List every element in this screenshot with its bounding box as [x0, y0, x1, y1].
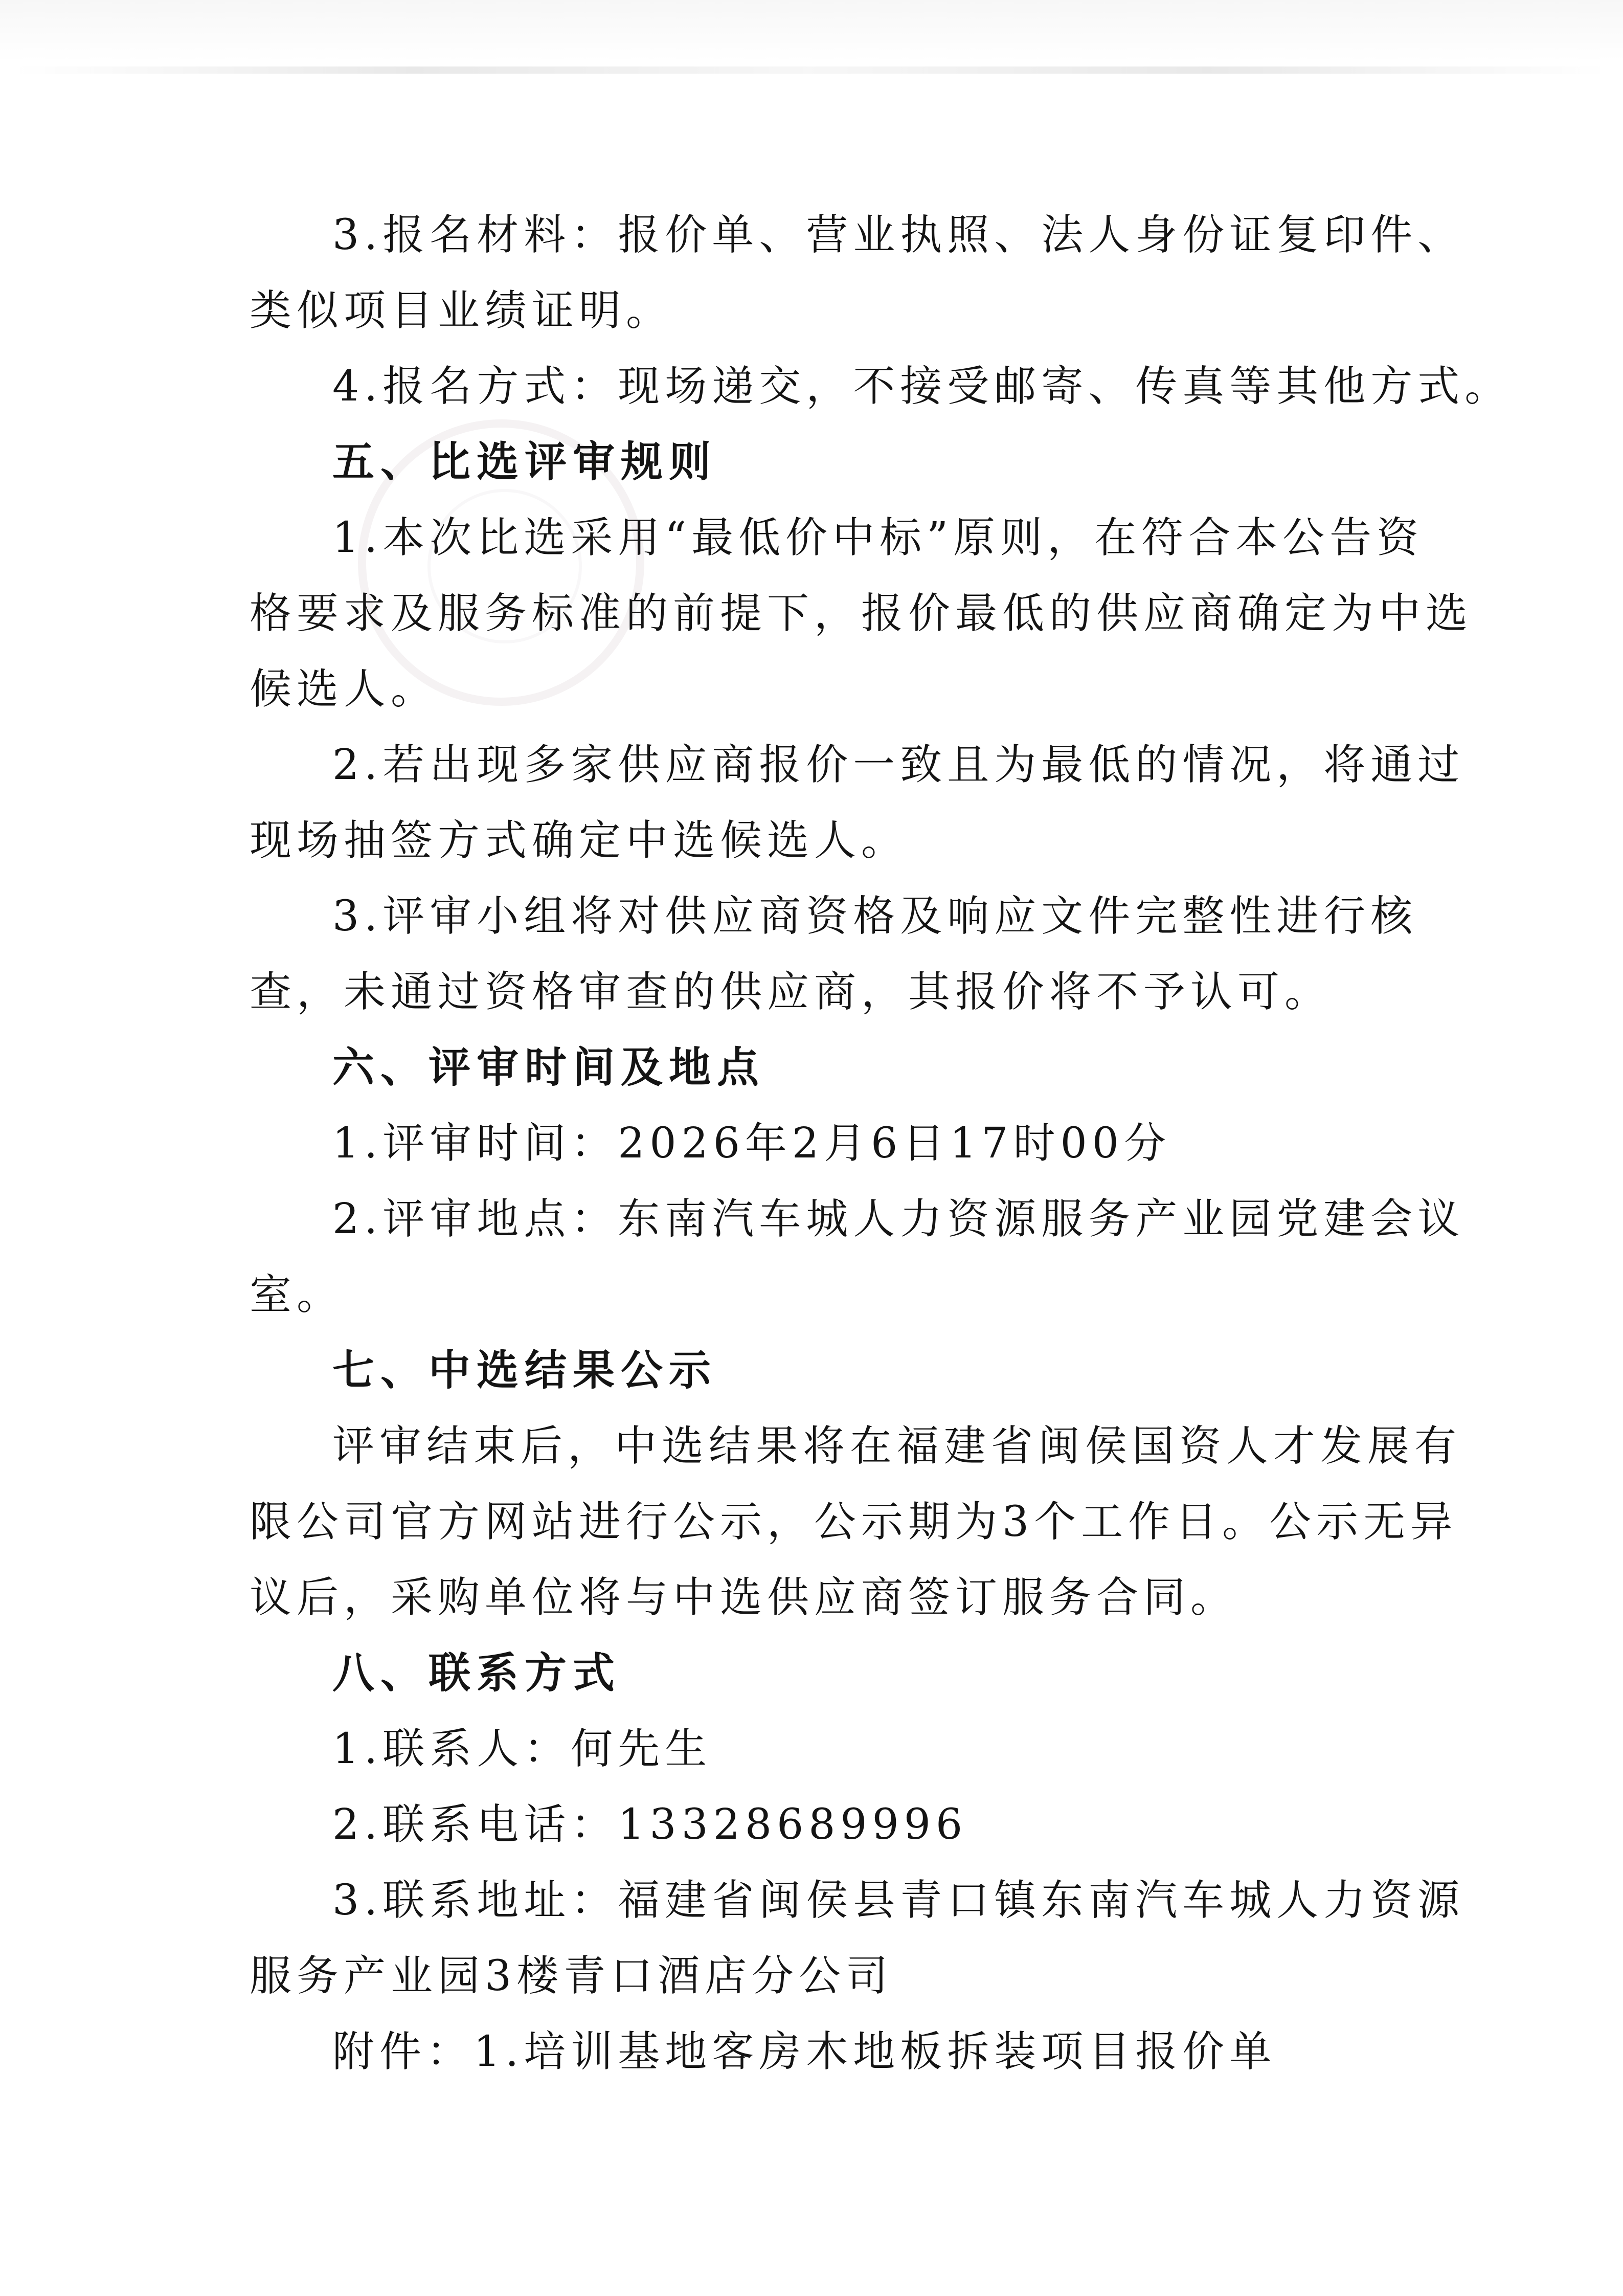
para-rule-3: 3.评审小组将对供应商资格及响应文件完整性进行核 — [332, 892, 1418, 941]
para-rule-1-cont-2: 候选人。 — [250, 665, 438, 714]
para-review-time: 1.评审时间：2026年2月6日17时00分 — [332, 1119, 1171, 1168]
para-result: 评审结束后，中选结果将在福建省闽侯国资人才发展有 — [332, 1422, 1462, 1470]
para-registration-method: 4.报名方式：现场递交，不接受邮寄、传真等其他方式。 — [332, 362, 1512, 411]
para-rule-2-cont: 现场抽签方式确定中选候选人。 — [250, 816, 909, 865]
para-rule-1: 1.本次比选采用“最低价中标”原则，在符合本公告资 — [332, 514, 1424, 562]
para-registration-materials-cont: 类似项目业绩证明。 — [250, 286, 673, 335]
para-rule-1-cont: 格要求及服务标准的前提下，报价最低的供应商确定为中选 — [250, 589, 1473, 638]
para-review-place: 2.评审地点：东南汽车城人力资源服务产业园党建会议 — [332, 1195, 1465, 1243]
para-review-place-cont: 室。 — [250, 1270, 344, 1319]
para-contact-person: 1.联系人：何先生 — [332, 1725, 712, 1773]
section-heading-review-time-place: 六、评审时间及地点 — [332, 1043, 765, 1092]
section-heading-contact: 八、联系方式 — [332, 1649, 621, 1698]
para-contact-address-cont: 服务产业园3楼青口酒店分公司 — [250, 1952, 893, 2000]
para-result-cont-2: 议后，采购单位将与中选供应商签订服务合同。 — [250, 1573, 1238, 1622]
section-heading-result-announcement: 七、中选结果公示 — [332, 1346, 717, 1395]
section-heading-review-rules: 五、比选评审规则 — [332, 438, 717, 486]
para-rule-2: 2.若出现多家供应商报价一致且为最低的情况，将通过 — [332, 741, 1465, 789]
scan-edge-artifact — [15, 66, 1606, 74]
para-contact-address: 3.联系地址：福建省闽侯县青口镇东南汽车城人力资源 — [332, 1876, 1465, 1925]
para-result-cont: 限公司官方网站进行公示，公示期为3个工作日。公示无异 — [250, 1498, 1458, 1546]
para-rule-3-cont: 查，未通过资格审查的供应商，其报价将不予认可。 — [250, 968, 1332, 1016]
para-attachment: 附件：1.培训基地客房木地板拆装项目报价单 — [332, 2027, 1277, 2076]
para-registration-materials: 3.报名材料：报价单、营业执照、法人身份证复印件、 — [332, 211, 1465, 259]
para-contact-phone: 2.联系电话：13328689996 — [332, 1800, 968, 1849]
